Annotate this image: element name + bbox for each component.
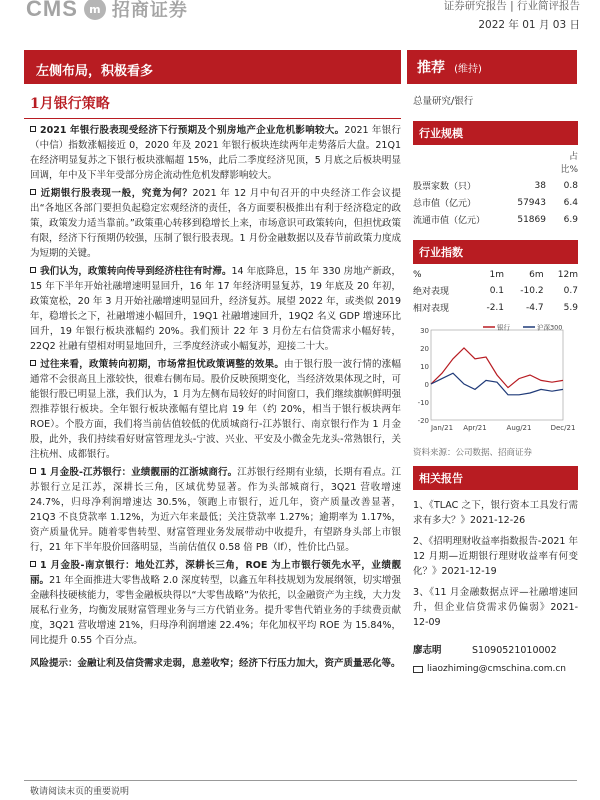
x-tick-label: Aug/21 — [506, 424, 532, 432]
row-label: 相对表现 — [413, 304, 450, 314]
related-report-link[interactable]: 1、《TLAC 之下，银行资本工具发行需求有多大？》2021-12-26 — [413, 500, 578, 526]
report-type: 证券研究报告 | 行业简评报告 — [443, 0, 580, 12]
pct-header: 占比% — [560, 152, 578, 175]
paragraph-lead: 过往来看，政策转向初期，市场常担忧政策调整的效果。 — [40, 359, 285, 370]
x-tick-label: Dec/21 — [550, 424, 576, 432]
related-report-link[interactable]: 2、《招明理财收益率指数报告-2021 年 12 月期—近期银行理财收益率有何变化？》2021-12-19 — [413, 536, 578, 577]
row-value: 57943 — [517, 197, 546, 208]
cell: -4.7 — [526, 302, 544, 313]
col-header: % — [413, 270, 422, 280]
headline-banner — [24, 50, 401, 84]
section-title: 1月银行策略 — [30, 96, 110, 112]
logo-chinese: 招商证券 — [111, 0, 188, 21]
table-row — [413, 299, 578, 316]
row-label: 股票家数（只） — [413, 182, 477, 192]
paragraph — [30, 357, 401, 462]
paragraph-lead: 我们认为，政策转向传导到经济柱往有时滞。 — [40, 266, 232, 277]
footer-note: 敬请阅读末页的重要说明 — [30, 787, 130, 797]
y-tick-label: 10 — [420, 363, 429, 371]
col-header: 12m — [557, 270, 578, 280]
related-list — [413, 498, 578, 630]
paragraph — [30, 465, 401, 555]
row-value: 51869 — [517, 214, 546, 225]
cell: 0.1 — [489, 285, 505, 296]
cell: -10.2 — [520, 285, 544, 296]
cell: 0.7 — [563, 285, 578, 296]
row-label: 绝对表现 — [413, 287, 450, 297]
related-heading: 相关报告 — [413, 466, 578, 490]
risk-warning: 风险提示：金融让利及信贷需求走弱，息差收窄；经济下行压力加大，资产质量恶化等。 — [30, 658, 401, 669]
y-tick-label: -10 — [417, 399, 429, 407]
paragraph-body: 21 年全面推进大零售战略 2.0 深度转型，以鑫五年科技规划为发展纲领，切实增强金融科技硬核能力，零售金融板块得以“大零售战略”为依托，以金融资产为主线，大力发展私行业务，均衡发展财富管理业务与三方代销业务。提升零售代销业务的手续费贡献度，3Q21 营收增速 21%，归母净利润增速 22.4%；年化加权平均 ROE 为 15.84%，同比提升 0.55 个百分点。 — [30, 575, 401, 646]
row-value: 38 — [534, 180, 546, 191]
paragraph-body: 由于银行股一波行情的涨幅通常不会很高且上涨较快，很难右侧布局。股价反映预期变化，当经济效果体现之时，可能银行股已明显上涨，我们认为，1 月为左侧布局较好的时间窗口，我们继续旗帜鲜明强烈推荐银行板块。全年银行板块涨幅有望比肩 19 年（约 20%，相当于银行板块两年 ROE）。个股方面，我们将当前估值较低的优质城商行-江苏银行、南京银行作为 1 月金股，此外，我们持续看好财富管理龙头-宁波、兴业、平安及小微金先龙头-常熟银行，关注杭州、成都银行。 — [30, 359, 401, 460]
legend-label: 银行 — [497, 323, 510, 332]
rating: 推荐 — [417, 60, 445, 76]
paragraph — [30, 186, 401, 261]
logo-seal-icon: m — [84, 0, 106, 20]
paragraph-lead: 近期银行股表现一般，究竟为何？ — [40, 188, 193, 199]
main-text-column — [30, 123, 401, 671]
author-mail-row — [413, 660, 578, 678]
report-date: 2022 年 01 月 03 日 — [478, 19, 580, 31]
bullet-icon — [30, 561, 36, 567]
paragraph-lead: 1 月金股-江苏银行：业绩靓丽的江浙城商行。 — [40, 467, 238, 478]
logo-latin: CMS — [26, 0, 78, 21]
legend-label: 沪深300 — [537, 323, 563, 332]
bullet-icon — [30, 360, 36, 366]
series-line — [431, 373, 563, 395]
index-table — [413, 268, 578, 316]
paragraph-body: 2021 年银行（中信）指数涨幅接近 0，2020 年及 2021 年银行板块连续两年走势落后大盘。21Q1 在经济明显复苏之下银行板块涨幅超 15%，此后二季度经济见顶，5 月底之后板块明显回调，年中及下半年受部分房企流动性危机发酵影响较大。 — [30, 125, 401, 181]
table-row — [413, 282, 578, 299]
y-tick-label: 0 — [424, 381, 429, 389]
author-email[interactable]: liaozhiming@cmschina.com.cn — [427, 664, 567, 674]
x-tick-label: Jan/21 — [430, 424, 454, 432]
table-header-row — [413, 268, 578, 282]
paragraph-lead: 2021 年银行股表现受经济下行预期及个别房地产企业危机影响较大。 — [40, 125, 345, 136]
paragraph-lead: 1 月金股-南京银行：地处江苏，深耕长三角，ROE 为上市银行领先水平，业绩靓丽。 — [30, 560, 401, 586]
header-meta — [444, 0, 580, 32]
x-tick-label: Apr/21 — [463, 424, 487, 432]
author-line — [413, 642, 578, 660]
paragraph — [30, 264, 401, 354]
row-label: 总市值（亿元） — [413, 199, 477, 209]
envelope-icon — [413, 666, 423, 673]
page-header — [0, 0, 600, 40]
table-header-row — [413, 147, 578, 177]
author-block — [413, 642, 578, 678]
paragraph-body: 江苏银行经期有业绩，长期有看点。江苏银行立足江苏，深耕长三角，区域优势显著。作为头部城商行，3Q21 营收增速 24.7%，归母净利润增速达 30.5%，领跑上市银行，近几年，资产质量改善显著，21Q3 不良贷款率 1.12%，为近六年来最低；关注贷款率 1.27%；逾期率为 1.17%，资产质量优异。随着零售转型、财富管理业务发展带动中收提升，有望跻身头部上市银行，21 年下半年股价回落明显，当前估值仅 0.58 倍 PB（lf），性价比凸显。 — [30, 467, 401, 553]
bullet-icon — [30, 468, 36, 474]
scale-heading: 行业规模 — [413, 121, 578, 145]
index-chart-svg — [413, 320, 578, 440]
headline: 左侧布局，积极看多 — [36, 64, 154, 79]
row-pct: 6.9 — [563, 214, 578, 225]
paragraph — [30, 123, 401, 183]
row-pct: 0.8 — [563, 180, 578, 191]
bullet-icon — [30, 267, 36, 273]
col-header: 1m — [489, 270, 505, 280]
y-tick-label: -20 — [417, 417, 429, 425]
rating-banner — [407, 50, 577, 84]
table-row — [413, 211, 578, 228]
chart-source: 资料来源：公司数据、招商证券 — [413, 448, 533, 458]
table-row — [413, 194, 578, 211]
author-id: S1090521010002 — [472, 645, 557, 656]
author-name: 廖志明 — [413, 645, 442, 656]
index-heading: 行业指数 — [413, 240, 578, 264]
cms-logo — [26, 0, 188, 22]
paragraph — [30, 558, 401, 648]
paragraph-body: 2021 年 12 月中旬召开的中央经济工作会议提出“各地区各部门要担负起稳定宏观经济的责任，各方面要积极推出有利于经济稳定的政策，政策发力适当靠前。”政策重心转移到稳增长上来，市场意识可政策转向，但担忧政策有限，经济下行预期仍较强，压制了银行股表现。1 月份金融数据以及春节前政策力度成为短期的关键。 — [30, 188, 401, 259]
bullet-icon — [30, 126, 36, 132]
section-divider — [24, 118, 401, 119]
sidebar-subtitle: 总量研究/银行 — [413, 96, 474, 107]
row-label: 流通市值（亿元） — [413, 216, 486, 226]
y-tick-label: 30 — [420, 327, 429, 335]
table-row — [413, 177, 578, 194]
y-tick-label: 20 — [420, 345, 429, 353]
index-chart — [413, 320, 578, 444]
sidebar — [413, 93, 578, 678]
rating-note: (维持) — [454, 64, 482, 75]
footer-divider — [24, 780, 577, 781]
row-pct: 6.4 — [563, 197, 578, 208]
bullet-icon — [30, 189, 36, 195]
col-header: 6m — [529, 270, 544, 280]
cell: -2.1 — [486, 302, 505, 313]
scale-table — [413, 147, 578, 228]
cell: 5.9 — [563, 302, 578, 313]
paragraph-body: 14 年底降息，15 年 330 房地产新政，15 年下半年开始社融增速明显回升，16 年 17 年经济明显复苏，19 年底及 20 年初，政策宽松，20 年 3 月开始社融增速明显回升，经济复苏。展望 2022 年，或类似 2019 年，稳增长之下，社融增速小幅回升，19Q1 社融增速回升，19Q2 名义 GDP 增速环比回升，19 年银行板块涨幅约 20%。我们预计 22 年 3 月份左右信贷需求小幅好转，22Q2 社融有望相对明显地回升，三季度经济或小幅复苏，迎接二十大。 — [30, 266, 401, 352]
related-report-link[interactable]: 3、《11 月金融数据点评—社融增速回升，但企业信贷需求仍偏弱》2021-12-09 — [413, 587, 578, 628]
